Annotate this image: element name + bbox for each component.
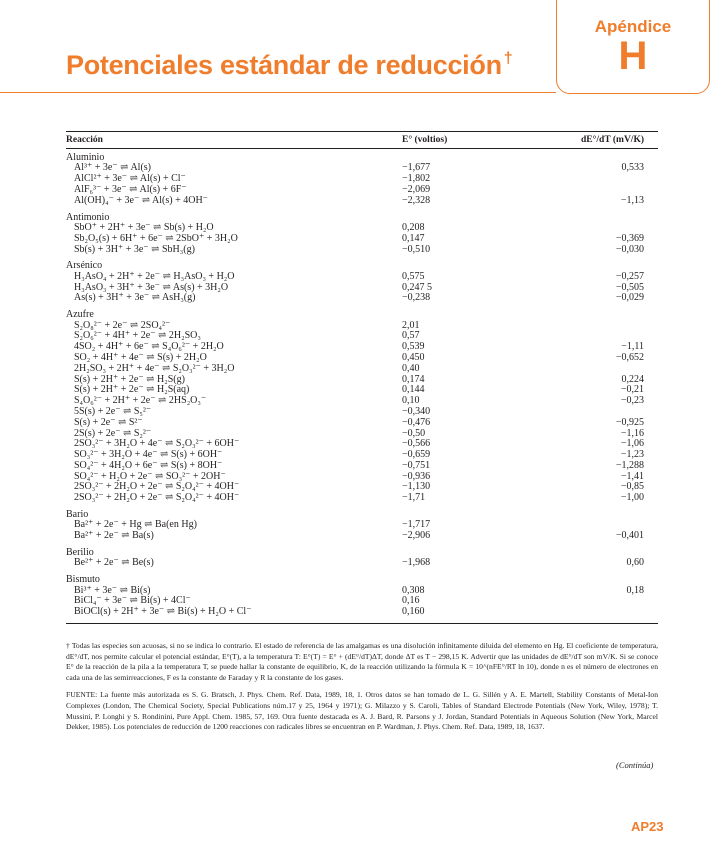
table-row: [66, 364, 658, 375]
page-title-text: Potenciales estándar de reducción: [66, 50, 502, 80]
dedt-cell: −0,369: [615, 232, 644, 244]
table-row: [66, 607, 658, 618]
reaction-cell: H₃AsO₃ + 3H⁺ + 3e⁻ ⇌ As(s) + 3H₂O: [74, 281, 229, 293]
e0-cell: −0,340: [402, 405, 431, 417]
table-bottom-rule: [66, 623, 658, 624]
dedt-cell: 0,224: [621, 373, 644, 385]
reaction-cell: SO₄²⁻ + 4H₂O + 6e⁻ ⇌ S(s) + 8OH⁻: [74, 459, 223, 471]
reaction-cell: 2SO₃²⁻ + 3H₂O + 4e⁻ ⇌ S₂O₃²⁻ + 6OH⁻: [74, 438, 240, 450]
table-row: [66, 234, 658, 245]
dedt-cell: −1,288: [615, 459, 644, 471]
e0-cell: 0,174: [402, 373, 425, 385]
reaction-cell: S₂O₆²⁻ + 4H⁺ + 2e⁻ ⇌ 2H₂SO₃: [74, 330, 201, 342]
reaction-cell: 2S(s) + 2e⁻ ⇌ S₂²⁻: [74, 427, 152, 439]
page-title: [66, 50, 512, 81]
table-row: [66, 520, 658, 531]
e0-cell: −0,50: [402, 427, 426, 439]
dedt-cell: −1,23: [620, 449, 644, 461]
source-text: FUENTE: La fuente más autorizada es S. G. Bratsch, J. Phys. Chem. Ref. Data, 1989, 18, 1. Otros datos se han tomado de L. G. Sillén y A. E. Martell, Stability Constants of Metal-Ion Complexes (London, The Chemical Society, Special Publications núm.17 y 25, 1964 y 1971); G. Milazzo y S. Caroli, Tables of Standard Electrode Potentials (New York, Wiley, 1978); T. Mussini, P. Longhi y S. Rondinini, Pure Appl. Chem. 1985, 57, 169. Otra fuente destacada es A. J. Bard, R. Parsons y J. Jordan, Standard Potentials in Aqueous Solution (New York, Marcel Dekker, 1985). Los potenciales de reducción de 1200 reacciones con radicales libres se encuentran en P. Wardman, J. Phys. Chem. Ref. Data, 1989, 18, 1637.: [66, 690, 658, 732]
table-group: [66, 309, 658, 504]
group-name: Berilio: [66, 547, 94, 559]
e0-cell: −1,130: [402, 481, 431, 493]
e0-cell: 0,160: [402, 606, 425, 618]
dedt-cell: −0,652: [615, 351, 644, 363]
e0-cell: 0,208: [402, 221, 425, 233]
reaction-cell: As(s) + 3H⁺ + 3e⁻ ⇌ AsH₃(g): [74, 292, 196, 304]
reaction-cell: Ba²⁺ + 2e⁻ ⇌ Ba(s): [74, 530, 154, 542]
column-header-e0: E° (voltios): [402, 135, 448, 145]
group-name: Azufre: [66, 309, 94, 321]
dedt-cell: −1,06: [620, 438, 644, 450]
dedt-cell: −0,925: [615, 416, 644, 428]
e0-cell: −1,71: [402, 492, 426, 504]
dedt-cell: −0,505: [615, 281, 644, 293]
reaction-cell: 2SO₃²⁻ + 2H₂O + 2e⁻ ⇌ S₂O₄²⁻ + 4OH⁻: [74, 492, 240, 504]
reaction-cell: 5S(s) + 2e⁻ ⇌ S₅²⁻: [74, 405, 152, 417]
e0-cell: −0,936: [402, 470, 431, 482]
table-group: [66, 509, 658, 542]
e0-cell: −0,476: [402, 416, 431, 428]
reaction-cell: 2SO₃²⁻ + 2H₂O + 2e⁻ ⇌ S₂O₄²⁻ + 4OH⁻: [74, 481, 240, 493]
dedt-cell: −1,13: [620, 194, 644, 206]
title-footnote-mark: †: [503, 50, 513, 67]
e0-cell: −0,659: [402, 449, 431, 461]
table-row: [66, 196, 658, 207]
potentials-table: [66, 131, 658, 624]
reaction-cell: Sb₂O₅(s) + 6H⁺ + 6e⁻ ⇌ 2SbO⁺ + 3H₂O: [74, 232, 238, 244]
reaction-cell: AlCl²⁺ + 3e⁻ ⇌ Al(s) + Cl⁻: [74, 173, 186, 185]
reaction-cell: AlF₆³⁻ + 3e⁻ ⇌ Al(s) + 6F⁻: [74, 183, 187, 195]
e0-cell: −0,751: [402, 459, 431, 471]
appendix-tab: [556, 0, 710, 94]
table-row: [66, 418, 658, 429]
reaction-cell: Al(OH)₄⁻ + 3e⁻ ⇌ Al(s) + 4OH⁻: [74, 194, 208, 206]
table-row: [66, 493, 658, 504]
e0-cell: 0,450: [402, 351, 425, 363]
table-group: [66, 152, 658, 207]
e0-cell: −1,968: [402, 557, 431, 569]
table-row: [66, 396, 658, 407]
continues-label: (Continúa): [616, 760, 654, 770]
group-name: Aluminio: [66, 152, 105, 163]
reaction-cell: Sb(s) + 3H⁺ + 3e⁻ ⇌ SbH₃(g): [74, 243, 195, 255]
reaction-cell: BiCl₄⁻ + 3e⁻ ⇌ Bi(s) + 4Cl⁻: [74, 595, 191, 607]
reaction-cell: SO₄²⁻ + H₂O + 2e⁻ ⇌ SO₃²⁻ + 2OH⁻: [74, 470, 226, 482]
dedt-cell: −0,401: [615, 530, 644, 542]
group-name: Bario: [66, 509, 89, 521]
reaction-cell: 4SO₂ + 4H⁺ + 6e⁻ ⇌ S₄O₆²⁻ + 2H₂O: [74, 341, 224, 353]
reaction-cell: S(s) + 2e⁻ ⇌ S²⁻: [74, 416, 143, 428]
e0-cell: −1,717: [402, 519, 431, 531]
e0-cell: 0,40: [402, 362, 420, 374]
dedt-cell: 0,533: [621, 162, 644, 174]
dedt-cell: −1,41: [620, 470, 644, 482]
reaction-cell: S(s) + 2H⁺ + 2e⁻ ⇌ H₂S(g): [74, 373, 185, 385]
e0-cell: −0,566: [402, 438, 431, 450]
table-group: [66, 574, 658, 618]
table-row: [66, 293, 658, 304]
table-row: [66, 245, 658, 256]
notes: [66, 641, 658, 740]
reaction-cell: Al³⁺ + 3e⁻ ⇌ Al(s): [74, 162, 152, 174]
reaction-cell: 2H₂SO₃ + 2H⁺ + 4e⁻ ⇌ S₂O₃²⁻ + 3H₂O: [74, 362, 235, 374]
e0-cell: 0,575: [402, 270, 425, 282]
table-group: [66, 547, 658, 569]
group-name: Arsénico: [66, 260, 103, 272]
e0-cell: 0,147: [402, 232, 425, 244]
e0-cell: 0,308: [402, 584, 425, 596]
e0-cell: −2,906: [402, 530, 431, 542]
dedt-cell: 0,60: [626, 557, 644, 569]
e0-cell: 0,57: [402, 330, 420, 342]
reaction-cell: Be²⁺ + 2e⁻ ⇌ Be(s): [74, 557, 154, 569]
table-header: [66, 131, 658, 149]
e0-cell: 2,01: [402, 319, 420, 331]
e0-cell: −0,238: [402, 292, 431, 304]
group-name: Antimonio: [66, 211, 110, 223]
reaction-cell: S₂O₈²⁻ + 2e⁻ ⇌ 2SO₄²⁻: [74, 319, 171, 331]
dedt-cell: −1,16: [620, 427, 644, 439]
dedt-cell: −0,029: [615, 292, 644, 304]
e0-cell: 0,539: [402, 341, 425, 353]
e0-cell: −2,069: [402, 183, 431, 195]
reaction-cell: Bi³⁺ + 3e⁻ ⇌ Bi(s): [74, 584, 151, 596]
table-row: [66, 272, 658, 283]
dedt-cell: 0,18: [626, 584, 644, 596]
table-body: [66, 149, 658, 618]
e0-cell: −0,510: [402, 243, 431, 255]
appendix-label: Apéndice: [594, 17, 672, 36]
column-header-dedt: dE°/dT (mV/K): [580, 135, 644, 145]
reaction-cell: SbO⁺ + 2H⁺ + 3e⁻ ⇌ Sb(s) + H₂O: [74, 221, 214, 233]
table-row: [66, 558, 658, 569]
appendix-letter: H: [618, 34, 648, 78]
dedt-cell: −1,00: [620, 492, 644, 504]
reaction-cell: S(s) + 2H⁺ + 2e⁻ ⇌ H₂S(aq): [74, 384, 190, 396]
reaction-cell: BiOCl(s) + 2H⁺ + 3e⁻ ⇌ Bi(s) + H₂O + Cl⁻: [74, 606, 252, 618]
dedt-cell: −0,030: [615, 243, 644, 255]
reaction-cell: SO₂ + 4H⁺ + 4e⁻ ⇌ S(s) + 2H₂O: [74, 351, 207, 363]
table-group: [66, 260, 658, 304]
dedt-cell: −0,21: [620, 384, 644, 396]
group-name: Bismuto: [66, 574, 100, 586]
table-row: [66, 531, 658, 542]
e0-cell: 0,10: [402, 395, 420, 407]
dedt-cell: −0,23: [620, 395, 644, 407]
reaction-cell: SO₃²⁻ + 3H₂O + 4e⁻ ⇌ S(s) + 6OH⁻: [74, 449, 223, 461]
e0-cell: −1,677: [402, 162, 431, 174]
e0-cell: −1,802: [402, 173, 431, 185]
footnote-text: † Todas las especies son acuosas, si no se indica lo contrario. El estado de referencia de las amalgamas es una disolución infinitamente diluida del elemento en Hg. El coeficiente de temperatura, dE°/dT, nos permite calcular el potencial estándar, E°(T), a la temperatura T: E°(T) = E° + (dE°/dT)ΔT, donde ΔT es T − 298,15 K. Advertir que las unidades de dE°/dT son mV/K. Si se conoce E° de la reacción de la pila a la temperatura T, se puede hallar la constante de equilibrio, K, de la reacción utilizando la fórmula K = 10^(nFE°/RT ln 10), donde n es el número de electrones en cada una de las semirreacciones, F es la constante de Faraday y R la constante de los gases.: [66, 641, 658, 682]
reaction-cell: S₄O₆²⁻ + 2H⁺ + 2e⁻ ⇌ 2HS₂O₃⁻: [74, 395, 207, 407]
reaction-cell: H₃AsO₄ + 2H⁺ + 2e⁻ ⇌ H₃AsO₃ + H₂O: [74, 270, 235, 282]
table-row: [66, 407, 658, 418]
dedt-cell: −1,11: [621, 341, 644, 353]
reaction-cell: Ba²⁺ + 2e⁻ + Hg ⇌ Ba(en Hg): [74, 519, 197, 531]
e0-cell: 0,16: [402, 595, 420, 607]
header-rule: [0, 92, 556, 93]
e0-cell: 0,144: [402, 384, 425, 396]
page-number: AP23: [631, 819, 664, 834]
dedt-cell: −0,85: [620, 481, 644, 493]
column-header-reaction: Reacción: [66, 135, 103, 145]
e0-cell: 0,247 5: [402, 281, 432, 293]
dedt-cell: −0,257: [615, 270, 644, 282]
table-group: [66, 212, 658, 256]
e0-cell: −2,328: [402, 194, 431, 206]
